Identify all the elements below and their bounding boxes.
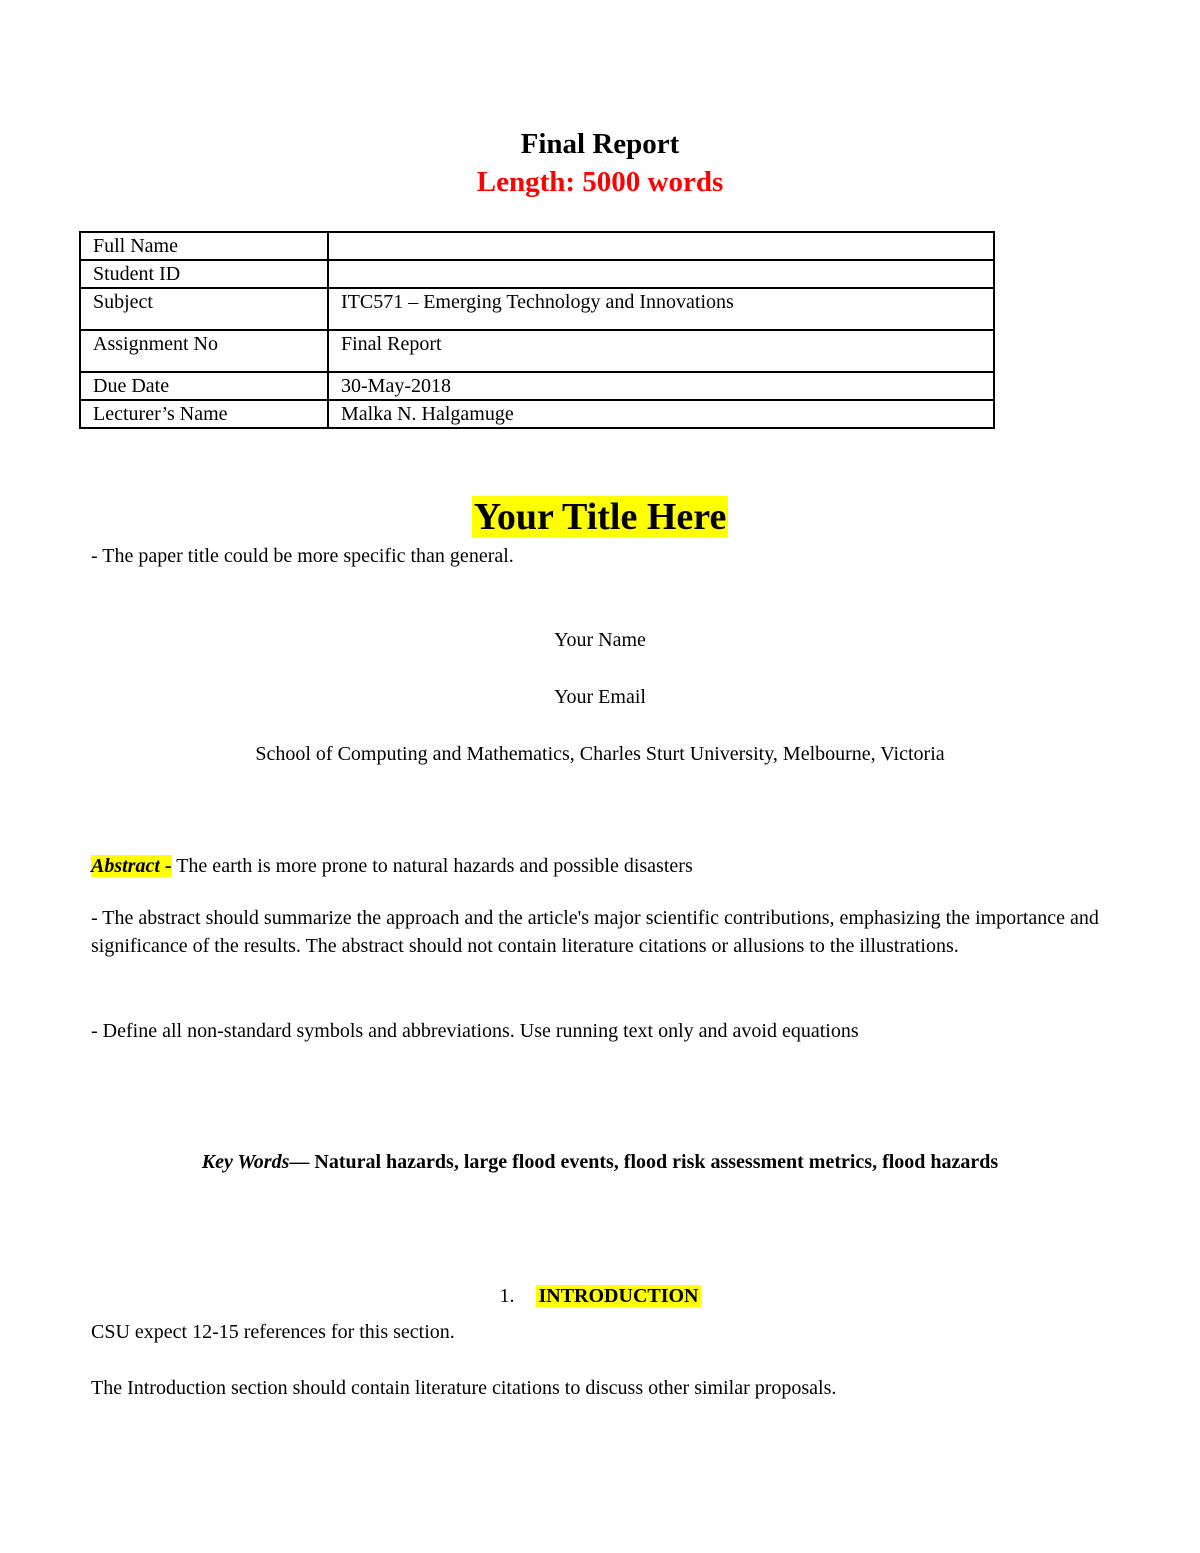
paper-title [0, 492, 1200, 542]
title-note: - The paper title could be more specific than general. [91, 545, 514, 567]
abstract-text: The earth is more prone to natural hazards and possible disasters [171, 855, 693, 877]
introduction-heading [0, 1281, 1200, 1311]
abstract-note-2: - Define all non-standard symbols and abbreviations. Use running text only and avoid equations [91, 1020, 859, 1042]
section-title: INTRODUCTION [538, 1285, 699, 1307]
report-length: Length: 5000 words [476, 166, 724, 198]
student-info-table [79, 231, 995, 429]
table-row [80, 372, 994, 400]
table-label-due-date: Due Date [80, 372, 328, 400]
table-row [80, 400, 994, 428]
keywords-label: Key Words [201, 1151, 290, 1173]
abstract-dash: - [159, 855, 172, 877]
table-label-subject: Subject [80, 288, 328, 330]
paper-title-text: Your Title Here [473, 496, 727, 538]
section-number: 1. [499, 1285, 515, 1307]
table-row [80, 232, 994, 260]
table-label-assignment-no: Assignment No [80, 330, 328, 372]
table-value-assignment-no: Final Report [328, 330, 994, 372]
abstract-note-1: - The abstract should summarize the approach and the article's major scientific contributions, emphasizing the importance and significance of the results. The abstract should not contain literature citations or allusions to the illustrations. [91, 907, 1099, 957]
table-value-student-id [328, 260, 994, 288]
author-name: Your Name [554, 629, 646, 651]
keywords-line [0, 1148, 1200, 1176]
abstract-line [91, 852, 1111, 880]
table-row [80, 288, 994, 330]
table-row [80, 260, 994, 288]
table-value-lecturer: Malka N. Halgamuge [328, 400, 994, 428]
table-label-full-name: Full Name [80, 232, 328, 260]
abstract-label: Abstract [91, 855, 160, 877]
intro-line-2: The Introduction section should contain literature citations to discuss other similar proposals. [91, 1377, 837, 1399]
author-email: Your Email [554, 686, 646, 708]
intro-line-1: CSU expect 12-15 references for this section. [91, 1321, 455, 1343]
keywords-text: — Natural hazards, large flood events, flood risk assessment metrics, flood hazards [289, 1151, 999, 1173]
report-title: Final Report [520, 128, 680, 160]
affiliation: School of Computing and Mathematics, Charles Sturt University, Melbourne, Victoria [255, 743, 945, 765]
table-label-student-id: Student ID [80, 260, 328, 288]
table-label-lecturer: Lecturer’s Name [80, 400, 328, 428]
table-row [80, 330, 994, 372]
table-value-subject: ITC571 – Emerging Technology and Innovations [328, 288, 994, 330]
table-value-full-name [328, 232, 994, 260]
table-value-due-date: 30-May-2018 [328, 372, 994, 400]
